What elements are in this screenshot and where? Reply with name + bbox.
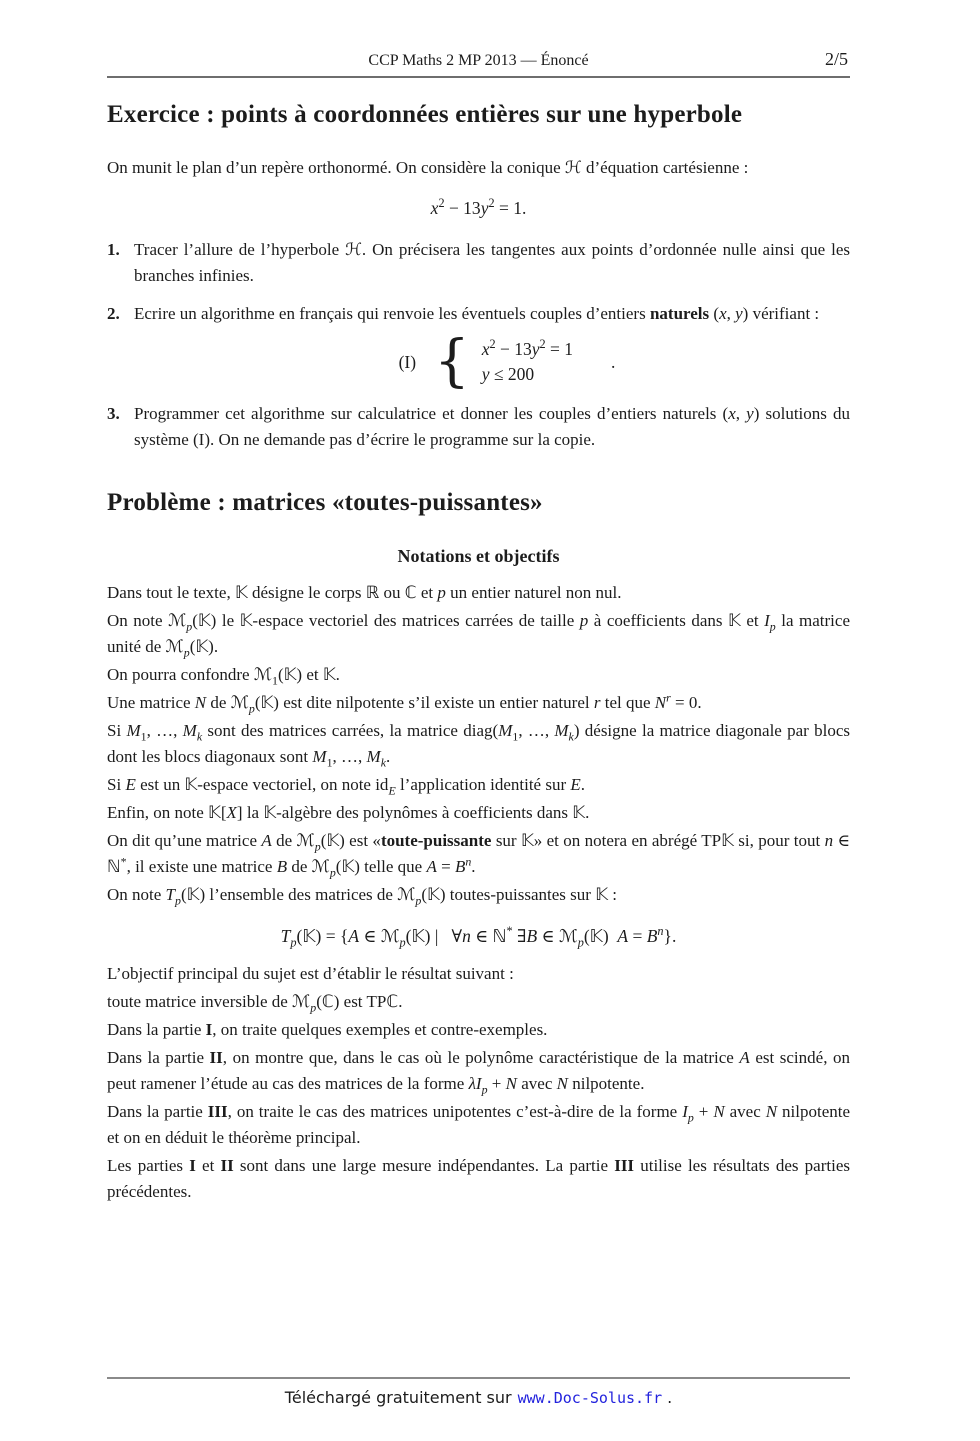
exercise-section — [107, 101, 850, 453]
notation-paragraph: Enfin, on note 𝕂[X] la 𝕂-algèbre des polynômes à coefficients dans 𝕂. — [107, 803, 590, 824]
item-text-content: Ecrire un algorithme en français qui renvoie les éventuels couples d’entiers naturels (x, y) vérifiant : — [134, 304, 820, 323]
page-footer — [107, 1377, 850, 1407]
part-description: Les parties I et II sont dans une large mesure indépendantes. La partie III utilise les résultats des parties précédentes. — [107, 1156, 850, 1202]
exercise-equation: $x^2 - 13y^2 = 1$. — [430, 196, 527, 218]
tp-set-equation: $T_p(𝕂) = \{A$ ∈ ℳ$_p$(𝕂) | ∀n ∈ ℕ* ∃B ∈ ℳ$_p$(𝕂) $A = B^n$}. — [280, 924, 677, 950]
footer-suffix: . — [667, 1388, 673, 1407]
list-item — [107, 401, 850, 453]
system-line-1: $x^2 - 13y^2 = 1$ — [481, 337, 574, 360]
footer-prefix: Téléchargé gratuitement sur — [284, 1388, 512, 1407]
objective-paragraph: L’objectif principal du sujet est d’établir le résultat suivant : — [107, 964, 514, 984]
header-title: CCP Maths 2 MP 2013 — Énoncé — [368, 52, 589, 69]
item-number: 1. — [107, 240, 120, 259]
footer-text — [107, 1388, 850, 1407]
system-period: . — [611, 351, 616, 372]
part-description: Dans la partie II, on montre que, dans le cas où le polynôme caractéristique de la matrice A est scindé, on peut ramener l’étude au cas des matrices de la forme $\lambda I_p + N$ avec N nilpotente. — [107, 1048, 850, 1097]
item-number: 3. — [107, 404, 120, 424]
problem-section — [107, 489, 850, 1205]
page-number: 2/5 — [824, 49, 848, 69]
item-text — [134, 301, 850, 394]
exercise-title: Exercice : points à coordonnées entières sur une hyperbole — [107, 101, 743, 128]
exercise-intro: On munit le plan d’un repère orthonormé. On considère la conique ℋ d’équation cartésienne : — [107, 158, 749, 178]
system-line-2: y ≤ 200 — [481, 364, 535, 385]
part-description: Dans la partie I, on traite quelques exemples et contre-exemples. — [107, 1020, 548, 1040]
part-description: Dans la partie III, on traite le cas des matrices unipotentes c’est-à-dire de la forme $I_p + N$ avec N nilpotente et on en déduit le théorème principal. — [107, 1102, 851, 1148]
objective-paragraph: toute matrice inversible de ℳ$_p$(ℂ) est TPℂ. — [107, 992, 403, 1015]
left-brace-symbol: { — [434, 329, 470, 394]
notation-paragraph: Une matrice N de ℳ$_p$(𝕂) est dite nilpotente s’il existe un entier naturel r tel que $N^r = 0$. — [107, 690, 702, 716]
item-number: 2. — [107, 304, 120, 323]
document-body — [107, 0, 850, 1207]
list-item — [107, 301, 850, 394]
exercise-items — [107, 237, 850, 453]
problem-title: Problème : matrices «toutes-puissantes» — [107, 489, 543, 517]
system-label: (I) — [398, 351, 417, 372]
notation-paragraph: Si $M_1$, …, $M_k$ sont des matrices carrées, la matrice $diag(M_1$, …, $M_k$) désigne la matrice diagonale par blocs dont les blocs diagonaux sont $M_1$, …, $M_k$. — [107, 721, 851, 770]
notation-paragraph: On dit qu’une matrice A de ℳ$_p$(𝕂) est «toute-puissante sur 𝕂» et on notera en abrégé TP𝕂 si, pour tout n ∈ ℕ*, il existe une matrice B de ℳ$_p$(𝕂) telle que $A = B^n$. — [107, 831, 851, 880]
footer-rule — [107, 1377, 850, 1379]
notation-paragraph: Si E est un 𝕂-espace vectoriel, on note $id_E$ l’application identité sur E. — [107, 775, 586, 798]
notation-paragraph: Dans tout le texte, 𝕂 désigne le corps ℝ ou ℂ et p un entier naturel non nul. — [107, 583, 622, 604]
notation-paragraph: On note ℳ$_p$(𝕂) le 𝕂-espace vectoriel des matrices carrées de taille p à coefficients dans 𝕂 et $I_p$ la matrice unité de ℳ$_p$(𝕂). — [107, 611, 850, 660]
list-item — [107, 237, 850, 289]
system-lines — [482, 337, 573, 387]
item-text: Tracer l’allure de l’hyperbole ℋ. On précisera les tangentes aux points d’ordonnée nulle ainsi que les branches infinies. — [134, 240, 850, 285]
system-equation — [164, 329, 850, 394]
doc-solus-link[interactable]: www.Doc-Solus.fr — [517, 1389, 663, 1407]
item-text: Programmer cet algorithme sur calculatrice et donner les couples d’entiers naturels (x, y) solutions du système (I). On ne demande pas d’écrire le programme sur la copie. — [134, 404, 851, 450]
notation-paragraph: On note $T_p(𝕂)$ l’ensemble des matrices de ℳ$_p$(𝕂) toutes-puissantes sur 𝕂 : — [107, 885, 617, 908]
problem-subtitle: Notations et objectifs — [397, 546, 560, 567]
notation-paragraph: On pourra confondre ℳ$_1$(𝕂) et 𝕂. — [107, 665, 340, 688]
